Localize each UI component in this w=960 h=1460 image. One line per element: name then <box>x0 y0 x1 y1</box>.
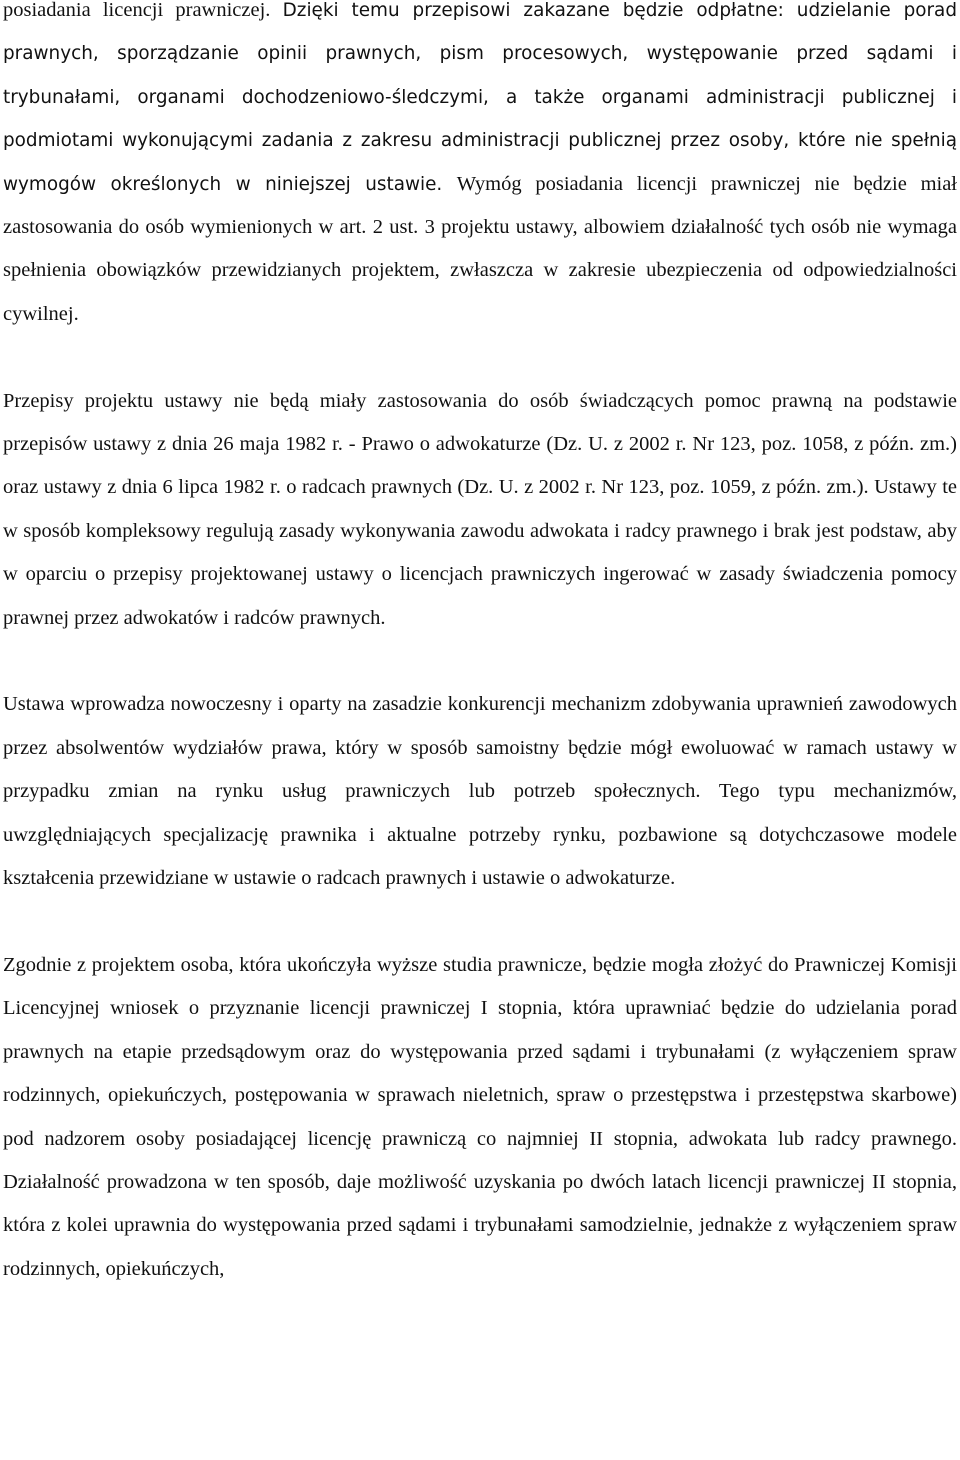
paragraph-1-segment-3: Wymóg posiadania licencji prawniczej nie będzie miał zastosowania do osób wymienionych w art. 2 ust. 3 projektu ustawy, albowiem działalność tych osób nie wymaga spełnienia obowiązków przewidzianych projektem, zwłaszcza w zakresie ubezpieczenia od odpowiedzialności cywilnej. <box>3 172 958 325</box>
paragraph-1-segment-2: Dzięki temu przepisowi zakazane będzie odpłatne: udzielanie porad prawnych, sporządzanie opinii prawnych, pism procesowych, występowanie przed sądami i trybunałami, organami dochodzeniowo-śledczymi, a także organami administracji publicznej i podmiotami wykonującymi zadania z zakresu administracji publicznej przez osoby, które nie spełnią wymogów określonych w niniejszej ustawie. <box>3 0 957 195</box>
paragraph-3-text: Ustawa wprowadza nowoczesny i oparty na zasadzie konkurencji mechanizm zdobywania uprawnień zawodowych przez absolwentów wydziałów prawa, który w sposób samoistny będzie mógł ewoluować w ramach ustawy w przypadku zmian na rynku usług prawniczych lub potrzeb społecznych. Tego typu mechanizmów, uwzględniających specjalizację prawnika i aktualne potrzeby rynku, pozbawione są dotychczasowe modele kształcenia przewidziane w ustawie o radcach prawnych i ustawie o adwokaturze. <box>3 693 957 890</box>
paragraph-4-text: Zgodnie z projektem osoba, która ukończyła wyższe studia prawnicze, będzie mogła złożyć do Prawniczej Komisji Licencyjnej wniosek o przyznanie licencji prawniczej I stopnia, która uprawniać będzie do udzielania porad prawnych na etapie przedsądowym oraz do występowania przed sądami i trybunałami (z wyłączeniem spraw rodzinnych, opiekuńczych, postępowania w sprawach nieletnich, spraw o przestępstwa i przestępstwa skarbowe) pod nadzorem osoby posiadającej licencję prawniczą co najmniej II stopnia, adwokata lub radcy prawnego. Działalność prowadzona w ten sposób, daje możliwość uzyskania po dwóch latach licencji prawniczej II stopnia, która z kolei uprawnia do występowania przed sądami i trybunałami samodzielnie, jednakże z wyłączeniem spraw rodzinnych, opiekuńczych, <box>3 953 957 1280</box>
paragraph-licence-requirement <box>3 0 957 336</box>
paragraph-mechanism <box>3 683 957 900</box>
paragraph-2-text: Przepisy projektu ustawy nie będą miały zastosowania do osób świadczących pomoc prawną na podstawie przepisów ustawy z dnia 26 maja 1982 r. - Prawo o adwokaturze (Dz. U. z 2002 r. Nr 123, poz. 1058, z późn. zm.) oraz ustawy z dnia 6 lipca 1982 r. o radcach prawnych (Dz. U. z 2002 r. Nr 123, poz. 1059, z późn. zm.). Ustawy te w sposób kompleksowy regulują zasady wykonywania zawodu adwokata i radcy prawnego i brak jest podstaw, aby w oparciu o przepisy projektowanej ustawy o licencjach prawniczych ingerować w zasady świadczenia pomocy prawnej przez adwokatów i radców prawnych. <box>3 389 957 629</box>
paragraph-1-segment-1: posiadania licencji prawniczej. <box>3 0 283 21</box>
paragraph-exclusions <box>3 380 957 640</box>
paragraph-licence-levels <box>3 944 957 1291</box>
